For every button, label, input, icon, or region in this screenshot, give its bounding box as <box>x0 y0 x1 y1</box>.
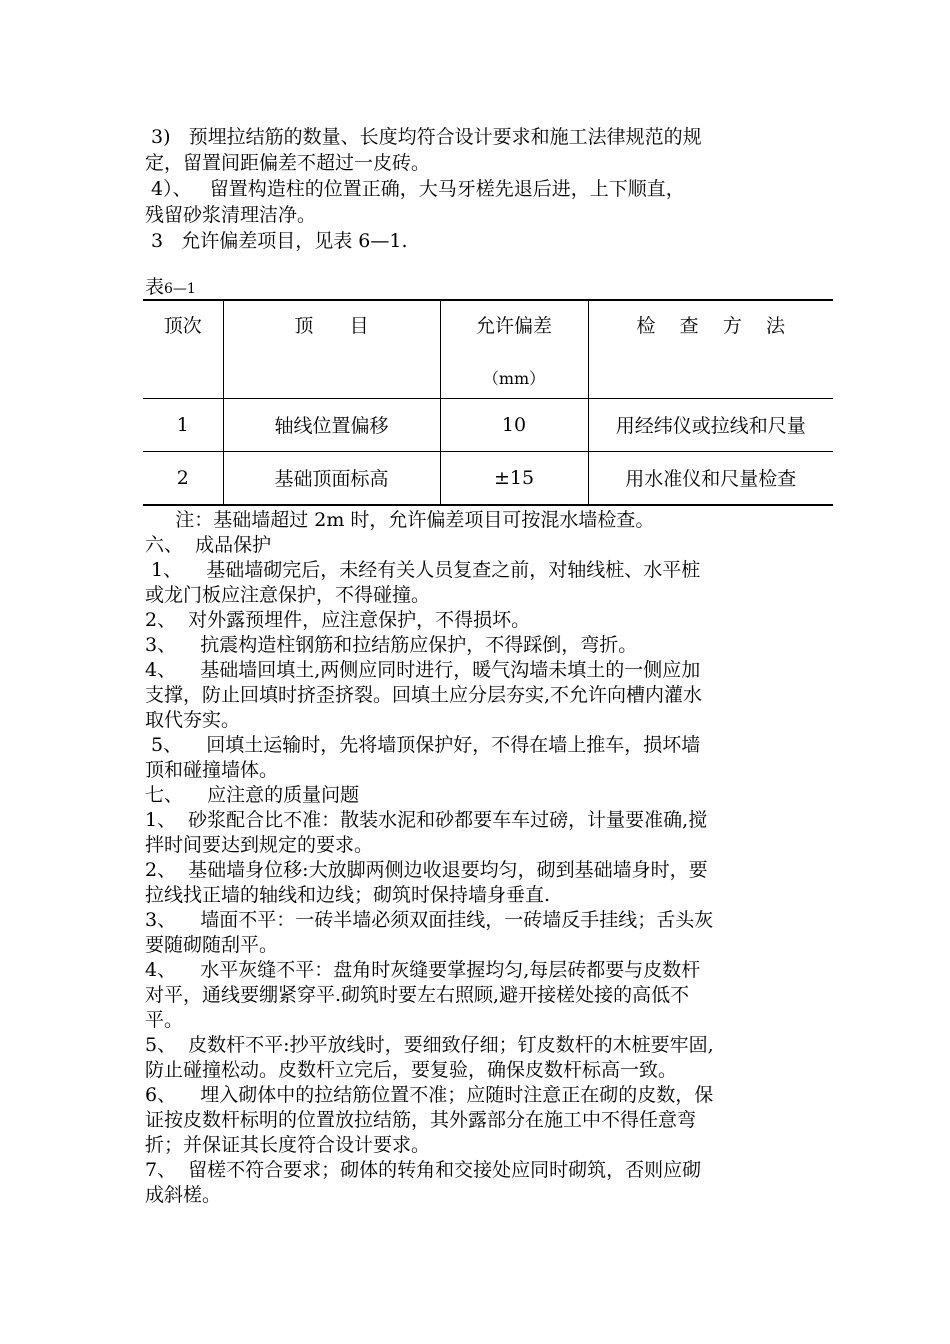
text-line: 成斜槎。 <box>145 1184 222 1206</box>
table-header-row <box>143 300 833 398</box>
text-line: 5、 皮数杆不平:抄平放线时，要细致仔细；钉皮数杆的木桩要牢固, <box>145 1034 714 1056</box>
text-line: 6、 埋入砌体中的拉结筋位置不准；应随时注意正在砌的皮数，保 <box>145 1084 714 1106</box>
text-line: 1、 基础墙砌完后，未经有关人员复查之前，对轴线桩、水平桩 <box>145 559 701 581</box>
text-line: 要随砌随刮平。 <box>145 934 279 956</box>
header-tolerance-unit: （mm） <box>482 369 546 388</box>
cell-tolerance: 10 <box>440 398 588 451</box>
text-line: 3、 抗震构造柱钢筋和拉结筋应保护，不得踩倒，弯折。 <box>145 634 638 656</box>
table-note: 注：基础墙超过 2m 时，允许偏差项目可按混水墙检查。 <box>145 509 655 531</box>
cell-method: 用经纬仪或拉线和尺量 <box>588 398 833 451</box>
cell-item: 基础顶面标高 <box>223 451 440 505</box>
text-line: 证按皮数杆标明的位置放拉结筋，其外露部分在施工中不得任意弯 <box>145 1109 697 1131</box>
cell-index: 1 <box>143 398 223 451</box>
text-line: 对平，通线要绷紧穿平.砌筑时要左右照顾,避开接槎处接的高低不 <box>145 984 690 1006</box>
text-line: 取代夯实。 <box>145 709 241 731</box>
table-row <box>143 451 833 505</box>
text-line: 3 允许偏差项目，见表 6—1. <box>145 230 408 252</box>
text-line: 2、 对外露预埋件，应注意保护，不得损坏。 <box>145 609 531 631</box>
header-index: 顶次 <box>143 300 223 398</box>
text-line: 拉线找正墙的轴线和边线；砌筑时保持墙身垂直. <box>145 884 551 906</box>
header-method: 检 查 方 法 <box>588 300 833 398</box>
table-caption-number: 6—1 <box>164 281 196 297</box>
text-line: 折；并保证其长度符合设计要求。 <box>145 1134 431 1156</box>
text-line: 5、 回填土运输时，先将墙顶保护好，不得在墙上推车，损坏墙 <box>145 734 701 756</box>
text-line: 4、 基础墙回填土,两侧应同时进行，暖气沟墙未填土的一侧应加 <box>145 659 701 681</box>
text-line: 1、 砂浆配合比不准：散装水泥和砂都要车车过磅，计量要准确,搅 <box>145 809 708 831</box>
text-line: 或龙门板应注意保护，不得碰撞。 <box>145 584 431 606</box>
table-row <box>143 398 833 451</box>
section-heading: 七、 应注意的质量问题 <box>145 784 360 806</box>
text-line: 4、 水平灰缝不平：盘角时灰缝要掌握均匀,每层砖都要与皮数杆 <box>145 959 701 981</box>
tolerance-table <box>143 299 833 506</box>
text-line: 7、 留槎不符合要求；砌体的转角和交接处应同时砌筑，否则应砌 <box>145 1159 702 1181</box>
header-tolerance <box>440 300 588 398</box>
text-line: 4）、 留置构造柱的位置正确，大马牙槎先退后进，上下顺直， <box>145 178 685 200</box>
cell-index: 2 <box>143 451 223 505</box>
text-line: 定，留置间距偏差不超过一皮砖。 <box>145 152 431 174</box>
cell-method: 用水准仪和尺量检查 <box>588 451 833 505</box>
text-line: 顶和碰撞墙体。 <box>145 759 279 781</box>
table-caption <box>145 275 196 301</box>
cell-tolerance: ±15 <box>440 451 588 505</box>
section-heading: 六、 成品保护 <box>145 534 272 556</box>
text-line: 2、 基础墙身位移:大放脚两侧边收退要均匀，砌到基础墙身时，要 <box>145 859 708 881</box>
text-line: 防止碰撞松动。皮数杆立完后，要复验，确保皮数杆标高一致。 <box>145 1059 678 1081</box>
table-caption-prefix: 表 <box>145 276 165 298</box>
text-line: 3) 预埋拉结筋的数量、长度均符合设计要求和施工法律规范的规 <box>145 126 702 148</box>
text-line: 平。 <box>145 1009 184 1031</box>
text-line: 3、 墙面不平：一砖半墙必须双面挂线，一砖墙反手挂线；舌头灰 <box>145 909 714 931</box>
cell-item: 轴线位置偏移 <box>223 398 440 451</box>
text-line: 支撑，防止回填时挤歪挤裂。回填土应分层夯实,不允许向槽内灌水 <box>145 684 703 706</box>
text-line: 拌时间要达到规定的要求。 <box>145 834 374 856</box>
header-tolerance-label: 允许偏差 <box>475 315 552 337</box>
header-item: 顶 目 <box>223 300 440 398</box>
text-line: 残留砂浆清理洁净。 <box>145 204 317 226</box>
